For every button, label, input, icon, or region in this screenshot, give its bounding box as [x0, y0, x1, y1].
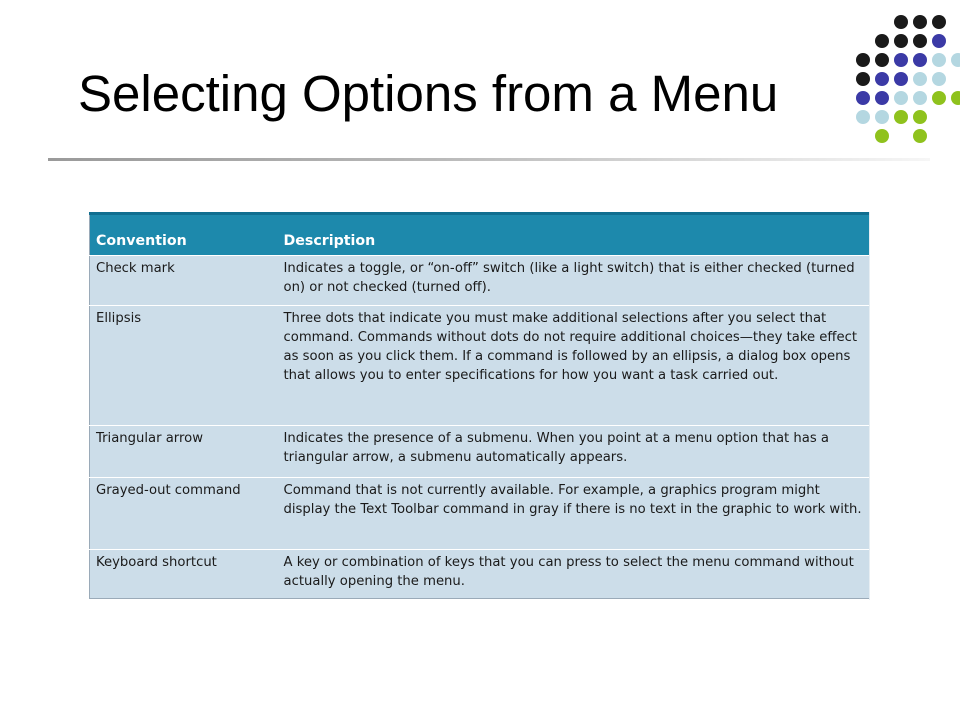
decorative-dot — [875, 91, 889, 105]
table-header-row — [90, 214, 871, 256]
convention-cell: Keyboard shortcut — [90, 550, 278, 599]
convention-cell: Ellipsis — [90, 306, 278, 426]
description-cell: Three dots that indicate you must make additional selections after you select that command. Commands without dots do not require additional choices—they take effect as soon as you click them. If a command is followed by an ellipsis, a dialog box opens that allows you to enter specifications for how you want a task carried out. — [278, 306, 871, 426]
decorative-dot — [856, 91, 870, 105]
decorative-dot — [894, 72, 908, 86]
description-cell: Indicates a toggle, or “on-off” switch (like a light switch) that is either checked (turned on) or not checked (turned off). — [278, 256, 871, 306]
slide-title: Selecting Options from a Menu — [78, 65, 779, 122]
convention-cell: Check mark — [90, 256, 278, 306]
decorative-dot — [856, 110, 870, 124]
decorative-dot — [913, 110, 927, 124]
decorative-dot — [875, 110, 889, 124]
decorative-dot — [856, 53, 870, 67]
menu-conventions-table — [89, 212, 870, 599]
decorative-dot — [894, 110, 908, 124]
decorative-dot — [932, 53, 946, 67]
decorative-dot — [913, 129, 927, 143]
decorative-dot — [913, 34, 927, 48]
decorative-dot — [951, 53, 960, 67]
decorative-dot — [913, 72, 927, 86]
decorative-dot — [894, 34, 908, 48]
decorative-dot — [913, 53, 927, 67]
table-row — [90, 256, 871, 306]
decorative-dot — [875, 72, 889, 86]
description-cell: Command that is not currently available. For example, a graphics program might display the Text Toolbar command in gray if there is no text in the graphic to work with. — [278, 478, 871, 550]
table-row — [90, 306, 871, 426]
column-header-description: Description — [278, 214, 871, 256]
convention-cell: Triangular arrow — [90, 426, 278, 478]
decorative-dot — [932, 72, 946, 86]
description-cell: Indicates the presence of a submenu. When you point at a menu option that has a triangular arrow, a submenu automatically appears. — [278, 426, 871, 478]
decorative-dot — [932, 34, 946, 48]
decorative-dot — [894, 91, 908, 105]
column-header-convention: Convention — [90, 214, 278, 256]
decorative-dot — [875, 53, 889, 67]
decorative-dot — [913, 15, 927, 29]
decorative-dot — [932, 91, 946, 105]
decorative-dot — [875, 34, 889, 48]
table-row — [90, 550, 871, 599]
decorative-dot — [894, 15, 908, 29]
decorative-dot — [894, 53, 908, 67]
decorative-dot — [913, 91, 927, 105]
decorative-dot — [932, 15, 946, 29]
decorative-dot — [951, 91, 960, 105]
table-right-edge — [869, 212, 870, 600]
table-row — [90, 478, 871, 550]
table-row — [90, 426, 871, 478]
convention-cell: Grayed-out command — [90, 478, 278, 550]
description-cell: A key or combination of keys that you can press to select the menu command without actually opening the menu. — [278, 550, 871, 599]
decorative-dot — [856, 72, 870, 86]
title-divider — [48, 158, 930, 161]
decorative-dot — [875, 129, 889, 143]
